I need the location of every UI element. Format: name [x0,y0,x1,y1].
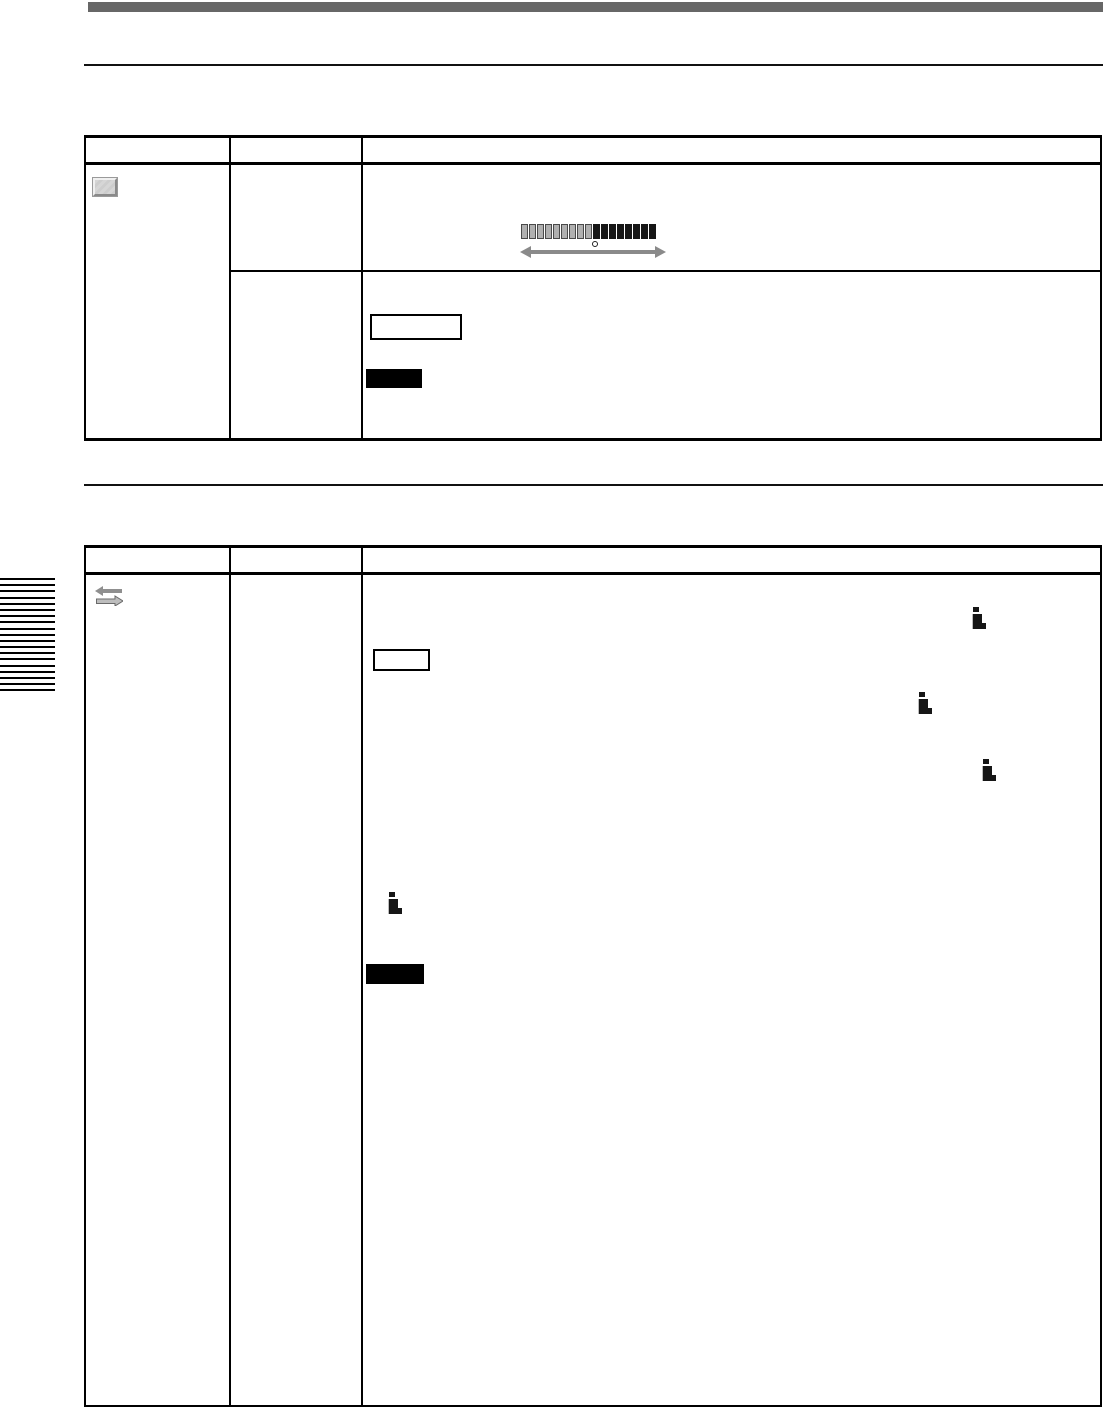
stripe-line [0,621,55,623]
icon-dot [983,759,989,764]
adjustment-level-graphic [521,224,667,239]
stripe-line [0,671,55,673]
i-indicator-icon [917,692,931,716]
table2-column-divider-1 [229,548,231,1405]
level-segment-dark [641,224,648,239]
icon-foot [992,775,996,781]
swap-arrows-icon [95,586,123,606]
settings-table-2 [84,545,1102,1407]
section-rule-middle [84,484,1103,486]
button-callout-box [370,314,462,340]
stripe-line [0,634,55,636]
stripe-line [0,658,55,660]
table1-column-divider-1 [229,138,231,438]
table1-column-divider-2 [361,138,363,438]
level-segment-dark [593,224,600,239]
double-arrow-icon [520,246,666,258]
section-rule-top [84,64,1103,66]
icon-dot [973,607,979,612]
level-segment-light [569,224,576,239]
icon-dot [919,692,925,697]
note-label-box [366,369,422,388]
settings-table-1 [84,135,1102,441]
button-callout-box [373,649,430,671]
stripe-line [0,652,55,654]
stripe-line [0,603,55,605]
stripe-line [0,640,55,642]
level-segment-light [529,224,536,239]
table2-column-divider-2 [361,548,363,1405]
stripe-line [0,609,55,611]
stripe-line [0,683,55,685]
level-segment-light [585,224,592,239]
monitor-button-icon [93,178,117,196]
level-segment-dark [649,224,656,239]
note-label-box [366,964,424,984]
icon-bar [918,699,928,714]
i-indicator-icon [981,759,995,783]
icon-foot [398,908,402,914]
level-segment-light [537,224,544,239]
stripe-line [0,590,55,592]
level-segment-light [561,224,568,239]
level-segment-dark [633,224,640,239]
adjustment-squares [521,224,667,239]
stripe-line [0,584,55,586]
i-indicator-icon [971,607,985,631]
stripe-line [0,628,55,630]
table1-header-separator [86,162,1100,165]
icon-dot [389,892,395,897]
level-segment-light [553,224,560,239]
stripe-line [0,597,55,599]
stripe-line [0,677,55,679]
table1-row-divider [229,270,1100,272]
level-segment-light [545,224,552,239]
icon-bar [388,899,398,914]
icon-bar [982,766,992,781]
stripe-line [0,689,55,691]
level-segment-light [521,224,528,239]
table2-header-separator [86,572,1100,575]
level-segment-dark [617,224,624,239]
icon-foot [982,623,986,629]
chapter-index-stripes [0,578,55,696]
level-segment-dark [601,224,608,239]
section-banner-bar [88,2,1103,12]
stripe-line [0,615,55,617]
stripe-line [0,578,55,580]
i-indicator-icon [387,892,401,916]
icon-bar [972,614,982,629]
level-segment-light [577,224,584,239]
icon-foot [928,708,932,714]
level-segment-dark [609,224,616,239]
stripe-line [0,665,55,667]
stripe-line [0,646,55,648]
level-segment-dark [625,224,632,239]
